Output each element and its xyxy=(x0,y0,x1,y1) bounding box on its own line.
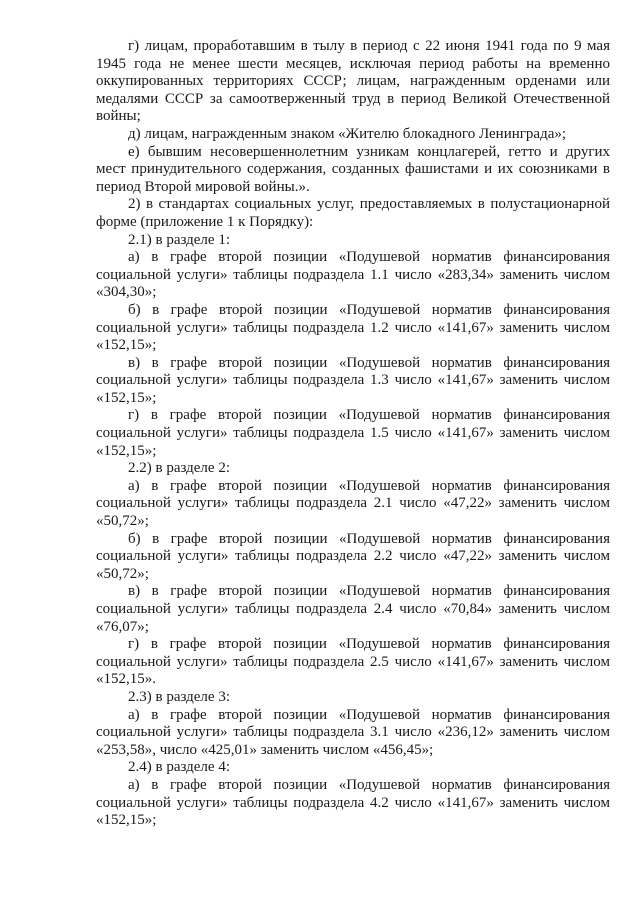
paragraph: 2.1) в разделе 1: xyxy=(128,231,230,248)
paragraph: 2.3) в разделе 3: xyxy=(128,688,230,705)
paragraph: 2.4) в разделе 4: xyxy=(128,759,230,776)
paragraph: в) в графе второй позиции «Подушевой норматив финансирования социальной услуги» таблицы подраздела 1.3 число «141,67» заменить числом «152,15»; xyxy=(96,354,610,406)
paragraph: б) в графе второй позиции «Подушевой норматив финансирования социальной услуги» таблицы подраздела 2.2 число «47,22» заменить числом «50,72»; xyxy=(96,530,610,582)
paragraph: г) лицам, проработавшим в тылу в период с 22 июня 1941 года по 9 мая 1945 года не менее шести месяцев, исключая период работы на временно оккупированных территориях СССР; лицам, награжденным орденами или медалями СССР за самоотверженный труд в период Великой Отечественной войны; xyxy=(96,38,610,125)
paragraph: а) в графе второй позиции «Подушевой норматив финансирования социальной услуги» таблицы подраздела 4.2 число «141,67» заменить числом «152,15»; xyxy=(96,776,610,829)
document-body xyxy=(96,38,610,830)
paragraph: 2) в стандартах социальных услуг, предоставляемых в полустационарной форме (приложение 1 к Порядку): xyxy=(96,196,610,230)
paragraph: а) в графе второй позиции «Подушевой норматив финансирования социальной услуги» таблицы подраздела 1.1 число «283,34» заменить числом «304,30»; xyxy=(96,249,610,301)
paragraph: 2.2) в разделе 2: xyxy=(128,460,230,477)
paragraph: г) в графе второй позиции «Подушевой норматив финансирования социальной услуги» таблицы подраздела 1.5 число «141,67» заменить числом «152,15»; xyxy=(96,407,610,459)
paragraph: а) в графе второй позиции «Подушевой норматив финансирования социальной услуги» таблицы подраздела 2.1 число «47,22» заменить числом «50,72»; xyxy=(96,477,610,530)
paragraph: е) бывшим несовершеннолетним узникам концлагерей, гетто и других мест принудительного содержания, созданных фашистами и их союзниками в период Второй мировой войны.». xyxy=(96,143,610,195)
paragraph: в) в графе второй позиции «Подушевой норматив финансирования социальной услуги» таблицы подраздела 2.4 число «70,84» заменить числом «76,07»; xyxy=(96,583,610,635)
paragraph: г) в графе второй позиции «Подушевой норматив финансирования социальной услуги» таблицы подраздела 2.5 число «141,67» заменить числом «152,15». xyxy=(96,636,610,688)
paragraph: б) в графе второй позиции «Подушевой норматив финансирования социальной услуги» таблицы подраздела 1.2 число «141,67» заменить числом «152,15»; xyxy=(96,301,610,354)
paragraph: а) в графе второй позиции «Подушевой норматив финансирования социальной услуги» таблицы подраздела 3.1 число «236,12» заменить числом «253,58», число «425,01» заменить числом «456,45»; xyxy=(96,706,610,758)
paragraph: д) лицам, награжденным знаком «Жителю блокадного Ленинграда»; xyxy=(128,125,567,142)
